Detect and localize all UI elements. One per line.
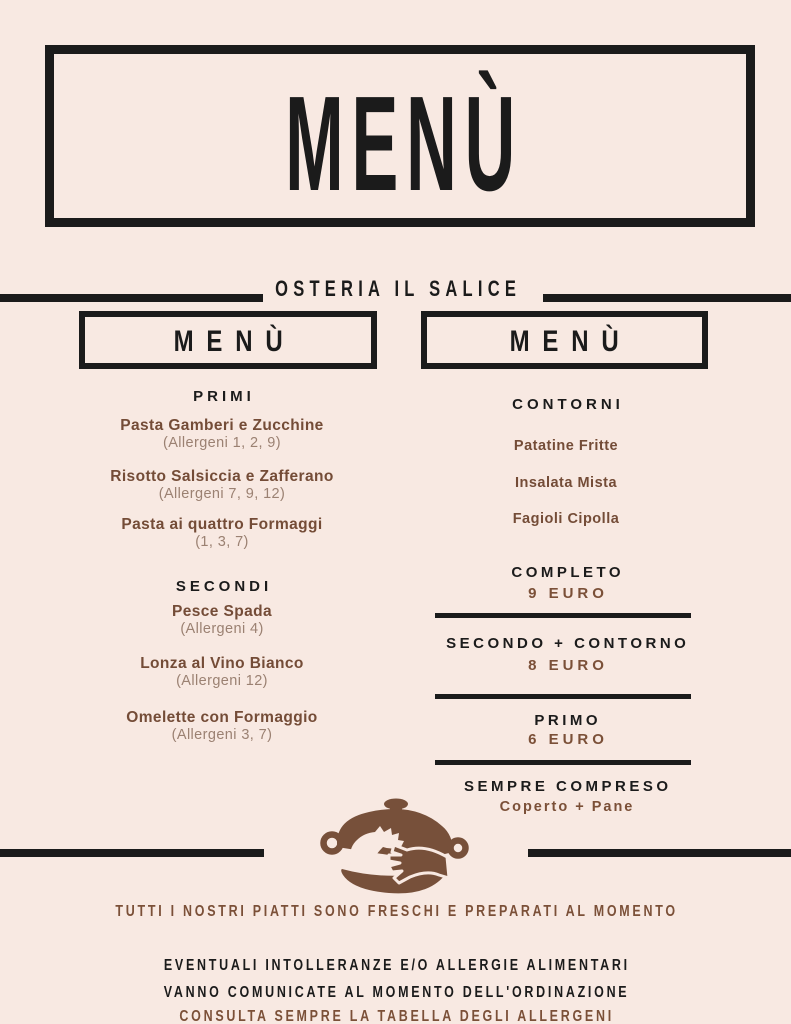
dish-allergens: (Allergeni 7, 9, 12) bbox=[158, 486, 286, 502]
price-option-price: 9 EURO bbox=[528, 585, 608, 602]
price-divider bbox=[435, 760, 691, 765]
dish-name: Omelette con Formaggio bbox=[126, 709, 318, 726]
menu-item bbox=[52, 709, 392, 744]
price-option-price: 6 EURO bbox=[528, 731, 608, 748]
dish-allergens: (Allergeni 12) bbox=[176, 673, 268, 689]
allergy-note-line-1-text: EVENTUALI INTOLLERANZE E/O ALLERGIE ALIMENTARI bbox=[163, 957, 630, 974]
dish-name: Pesce Spada bbox=[171, 603, 273, 620]
included-detail: Coperto + Pane bbox=[499, 799, 635, 815]
allergy-note-line-3-text: CONSULTA SEMPRE LA TABELLA DEGLI ALLERGENI bbox=[179, 1008, 615, 1024]
dish-allergens: (1, 3, 7) bbox=[195, 534, 249, 550]
left-menu-box-label: MENÙ bbox=[173, 325, 296, 358]
dish-name: Pasta Gamberi e Zucchine bbox=[120, 417, 324, 434]
left-column bbox=[52, 389, 392, 760]
side-item: Insalata Mista bbox=[514, 475, 618, 491]
price-option-label: SECONDO + CONTORNO bbox=[446, 635, 690, 652]
icon-rule-right bbox=[528, 849, 791, 857]
section-heading-contorni: CONTORNI bbox=[512, 396, 624, 413]
side-item: Fagioli Cipolla bbox=[512, 511, 620, 527]
left-menu-box bbox=[79, 311, 377, 369]
allergy-note-line-2 bbox=[0, 984, 791, 1002]
menu-item bbox=[52, 417, 392, 452]
dish-name: Risotto Salsiccia e Zafferano bbox=[110, 468, 334, 485]
freshness-note-text: TUTTI I NOSTRI PIATTI SONO FRESCHI E PREPARATI AL MOMENTO bbox=[115, 903, 679, 920]
price-option-label: PRIMO bbox=[534, 712, 602, 729]
dish-allergens: (Allergeni 1, 2, 9) bbox=[162, 435, 281, 451]
side-item: Patatine Fritte bbox=[513, 438, 619, 454]
allergy-note-line-3 bbox=[0, 1008, 791, 1024]
price-option-label: COMPLETO bbox=[511, 564, 625, 581]
icon-rule-left bbox=[0, 849, 264, 857]
price-option-price: 8 EURO bbox=[528, 657, 608, 674]
freshness-note bbox=[0, 903, 791, 921]
allergy-note-line-2-text: VANNO COMUNICATE AL MOMENTO DELL'ORDINAZIONE bbox=[164, 984, 630, 1001]
menu-item bbox=[52, 468, 392, 503]
page-title: MENÙ bbox=[284, 67, 523, 219]
section-heading-primi: PRIMI bbox=[193, 388, 255, 405]
price-divider bbox=[435, 613, 691, 618]
dish-allergens: (Allergeni 3, 7) bbox=[171, 727, 273, 743]
restaurant-name: OSTERIA IL SALICE bbox=[275, 276, 522, 301]
price-divider bbox=[435, 694, 691, 699]
section-heading-secondi: SECONDI bbox=[175, 578, 273, 595]
included-label: SEMPRE COMPRESO bbox=[463, 778, 672, 795]
menu-item bbox=[52, 655, 392, 690]
dish-name: Pasta ai quattro Formaggi bbox=[121, 516, 323, 533]
dish-name: Lonza al Vino Bianco bbox=[140, 655, 304, 672]
menu-item bbox=[52, 516, 392, 551]
right-menu-box-label: MENÙ bbox=[509, 325, 632, 358]
menu-item bbox=[52, 603, 392, 638]
covered-dish-with-hands-icon bbox=[295, 785, 485, 910]
allergy-note-line-1 bbox=[0, 957, 791, 975]
dish-allergens: (Allergeni 4) bbox=[180, 621, 264, 637]
